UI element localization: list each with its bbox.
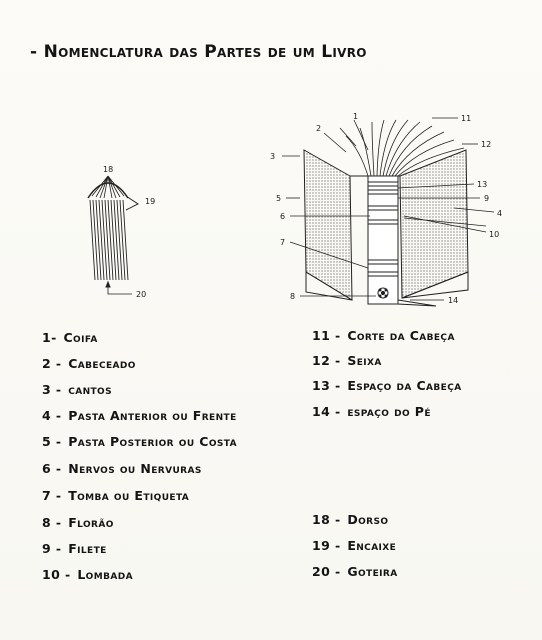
fig-label-4: 4 <box>497 209 503 218</box>
legend-item-1: 1- Coifa <box>42 330 98 345</box>
legend-item-11: 11 - Corte da Cabeça <box>312 328 455 343</box>
legend-item-4: 4 - Pasta Anterior ou Frente <box>42 408 237 423</box>
legend-item-3: 3 - cantos <box>42 382 112 397</box>
legend-item-20: 20 - Goteira <box>312 564 398 579</box>
legend-item-18: 18 - Dorso <box>312 512 389 527</box>
fig-label-14: 14 <box>448 296 459 305</box>
fig-label-19: 19 <box>145 197 156 206</box>
fig-label-5: 5 <box>276 194 282 203</box>
legend-item-19: 19 - Encaixe <box>312 538 397 553</box>
legend-item-13: 13 - Espaço da Cabeça <box>312 378 462 393</box>
book-drawing <box>304 120 468 306</box>
fig-label-7: 7 <box>280 238 286 247</box>
fig-label-9: 9 <box>484 194 490 203</box>
legend-item-7: 7 - Tomba ou Etiqueta <box>42 488 190 503</box>
legend-item-9: 9 - Filete <box>42 541 107 556</box>
fig-label-18: 18 <box>103 165 114 174</box>
legend-item-12: 12 - Seixa <box>312 353 382 368</box>
spine-section-drawing <box>88 176 138 294</box>
legend-item-8: 8 - Florão <box>42 515 114 530</box>
fig-label-20: 20 <box>136 290 147 299</box>
legend-item-5: 5 - Pasta Posterior ou Costa <box>42 434 237 449</box>
fig-label-6: 6 <box>280 212 286 221</box>
legend-item-6: 6 - Nervos ou Nervuras <box>42 461 202 476</box>
fig-label-1: 1 <box>353 112 359 121</box>
fig-label-3: 3 <box>270 152 276 161</box>
fig-label-13: 13 <box>477 180 488 189</box>
fig-label-2: 2 <box>316 124 322 133</box>
fig-label-12: 12 <box>481 140 492 149</box>
page-title: - Nomenclatura das Partes de um Livro <box>30 42 367 62</box>
fig-label-8: 8 <box>290 292 296 301</box>
legend-item-2: 2 - Cabeceado <box>42 356 136 371</box>
fig-label-11: 11 <box>461 114 472 123</box>
fig-label-10: 10 <box>489 230 500 239</box>
legend-item-10: 10 - Lombada <box>42 567 133 582</box>
legend-item-14: 14 - espaço do Pé <box>312 404 431 419</box>
